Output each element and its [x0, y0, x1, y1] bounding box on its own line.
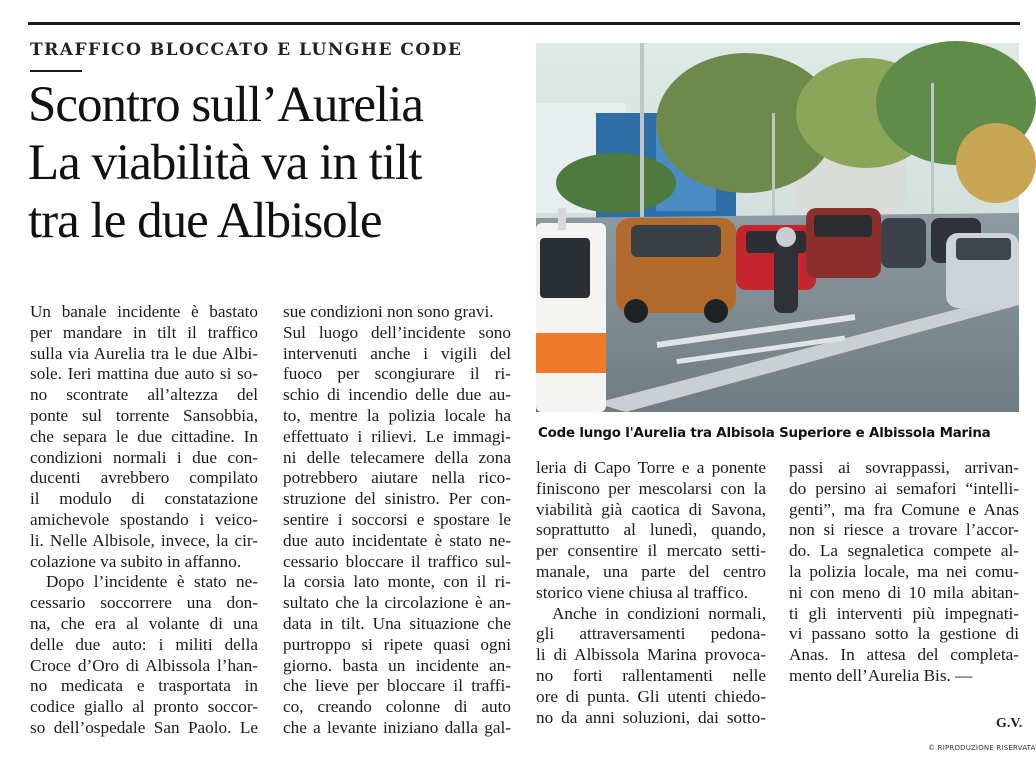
text-line: soprattutto al lunedì, quando, [536, 520, 766, 540]
text-line: li. Nelle Albisole, invece, la cir- [30, 530, 258, 550]
text-line: ore di punta. Gli utenti chiedo- [536, 686, 766, 706]
text-line: vi passano sotto la gestione di [789, 624, 1019, 644]
text-line: no da anni soluzioni, dai sotto- [536, 707, 766, 727]
text-line: data in tilt. Una situazione che [283, 613, 511, 633]
text-line: na, che era al volante di una [30, 613, 258, 633]
text-line: Anas. In attesa del completa- [789, 645, 1019, 665]
text-line: che a levante iniziano dalla gal- [283, 717, 511, 737]
text-line: gli attraversamenti pedona- [536, 624, 766, 644]
text-line: amichevole spostando i veico- [30, 509, 258, 529]
headline-line: La viabilità va in tilt [28, 135, 422, 191]
text-line: do. La segnaletica compete al- [789, 541, 1019, 561]
text-line: fuoco per scongiurare il ri- [283, 364, 511, 384]
text-line: finiscono per mescolarsi con la [536, 478, 766, 498]
text-line: mento dell’Aurelia Bis. — [789, 665, 973, 685]
text-line: Dopo l’incidente è stato ne- [46, 572, 258, 592]
text-line: do persino ai semafori “intelli- [789, 478, 1019, 498]
text-line: ni delle telecamere della zona [283, 447, 511, 467]
text-line: codice giallo al pronto soccor- [30, 697, 258, 717]
text-line: due auto incidentate è stato ne- [283, 530, 511, 550]
headline-line: tra le due Albisole [28, 193, 382, 249]
text-line: giorno. basta un incidente an- [283, 655, 511, 675]
text-line: per mandare in tilt il traffico [30, 322, 258, 342]
text-line: struzione del sinistro. Per con- [283, 489, 511, 509]
text-line: storico viene chiusa al traffico. [536, 582, 749, 602]
text-line: sultato che la circolazione è an- [283, 593, 511, 613]
kicker: TRAFFICO BLOCCATO E LUNGHE CODE [30, 40, 463, 60]
article-column-1 [30, 302, 258, 739]
text-line: condizioni normali i due con- [30, 447, 258, 467]
text-line: il modulo di constatazione [30, 489, 258, 509]
text-line: li di Albissola Marina provoca- [536, 645, 766, 665]
text-line: cessario soccorrere una don- [30, 593, 258, 613]
headline [28, 76, 528, 250]
text-line: colazione va subito in affanno. [30, 551, 242, 571]
text-line: ni con meno di 10 mila abitan- [789, 582, 1019, 602]
top-rule [28, 22, 1020, 25]
text-line: purtroppo si ripete quasi ogni [283, 634, 511, 654]
text-line: che lieve per bloccare il traffi- [283, 676, 511, 696]
text-line: non si riesce a trovare l’accor- [789, 520, 1019, 540]
text-line: ponte sul torrente Sansobbia, [30, 405, 258, 425]
text-line: sole. Ieri mattina due auto si so- [30, 364, 258, 384]
text-line: so dell’ospedale San Paolo. Le [30, 717, 258, 737]
text-line: effettuato i rilievi. Le immagi- [283, 426, 511, 446]
text-line: no medicata e trasportata in [30, 676, 258, 696]
text-line: genti”, ma fra Comune e Anas [789, 499, 1019, 519]
text-line: la polizia locale, ma nei comu- [789, 561, 1019, 581]
text-line: cessario bloccare il traffico sul- [283, 551, 511, 571]
text-line: intervenuti anche i vigili del [283, 343, 511, 363]
text-line: sentire i soccorsi e spostare le [283, 509, 511, 529]
text-line: leria di Capo Torre e a ponente [536, 458, 766, 477]
article-column-2 [283, 302, 511, 739]
text-line: Sul luogo dell’incidente sono [283, 322, 511, 342]
kicker-rule [30, 70, 82, 72]
text-line: sulla via Aurelia tra le due Albi- [30, 343, 258, 363]
text-line: ti gli interventi più impegnati- [789, 603, 1019, 623]
copyright-notice: © RIPRODUZIONE RISERVATA [928, 744, 1036, 752]
text-line: ducenti avrebbero compilato [30, 468, 258, 488]
text-line: to, mentre la polizia locale ha [283, 405, 511, 425]
text-line: co, creando colonne di auto [283, 697, 511, 717]
author-signature: G.V. [996, 716, 1023, 731]
article-column-4 [789, 458, 1019, 687]
article-column-3 [536, 458, 766, 728]
text-line: sue condizioni non sono gravi. [283, 302, 494, 321]
text-line: manale, una parte del centro [536, 561, 766, 581]
traffic-photo [536, 43, 1019, 412]
text-line: viabilità già caotica di Savona, [536, 499, 766, 519]
text-line: che separa le due cittadine. In [30, 426, 258, 446]
text-line: Croce d’Oro di Albissola l’han- [30, 655, 258, 675]
photo-caption: Code lungo l'Aurelia tra Albisola Superiore e Albissola Marina [538, 426, 991, 441]
news-photo [536, 43, 1019, 412]
text-line: potrebbero aiutare nella rico- [283, 468, 511, 488]
text-line: no forti rallentamenti nelle [536, 665, 766, 685]
headline-line: Scontro sull’Aurelia [28, 77, 423, 133]
text-line: no scontrate all’altezza del [30, 385, 258, 405]
text-line: Anche in condizioni normali, [552, 603, 766, 623]
text-line: la corsia lato monte, con il ri- [283, 572, 511, 592]
text-line: per consentire il mercato setti- [536, 541, 766, 561]
text-line: passi ai sovrappassi, arrivan- [789, 458, 1019, 477]
text-line: Un banale incidente è bastato [30, 302, 258, 321]
text-line: delle due auto: i militi della [30, 634, 258, 654]
text-line: schio di incendio delle due au- [283, 385, 511, 405]
